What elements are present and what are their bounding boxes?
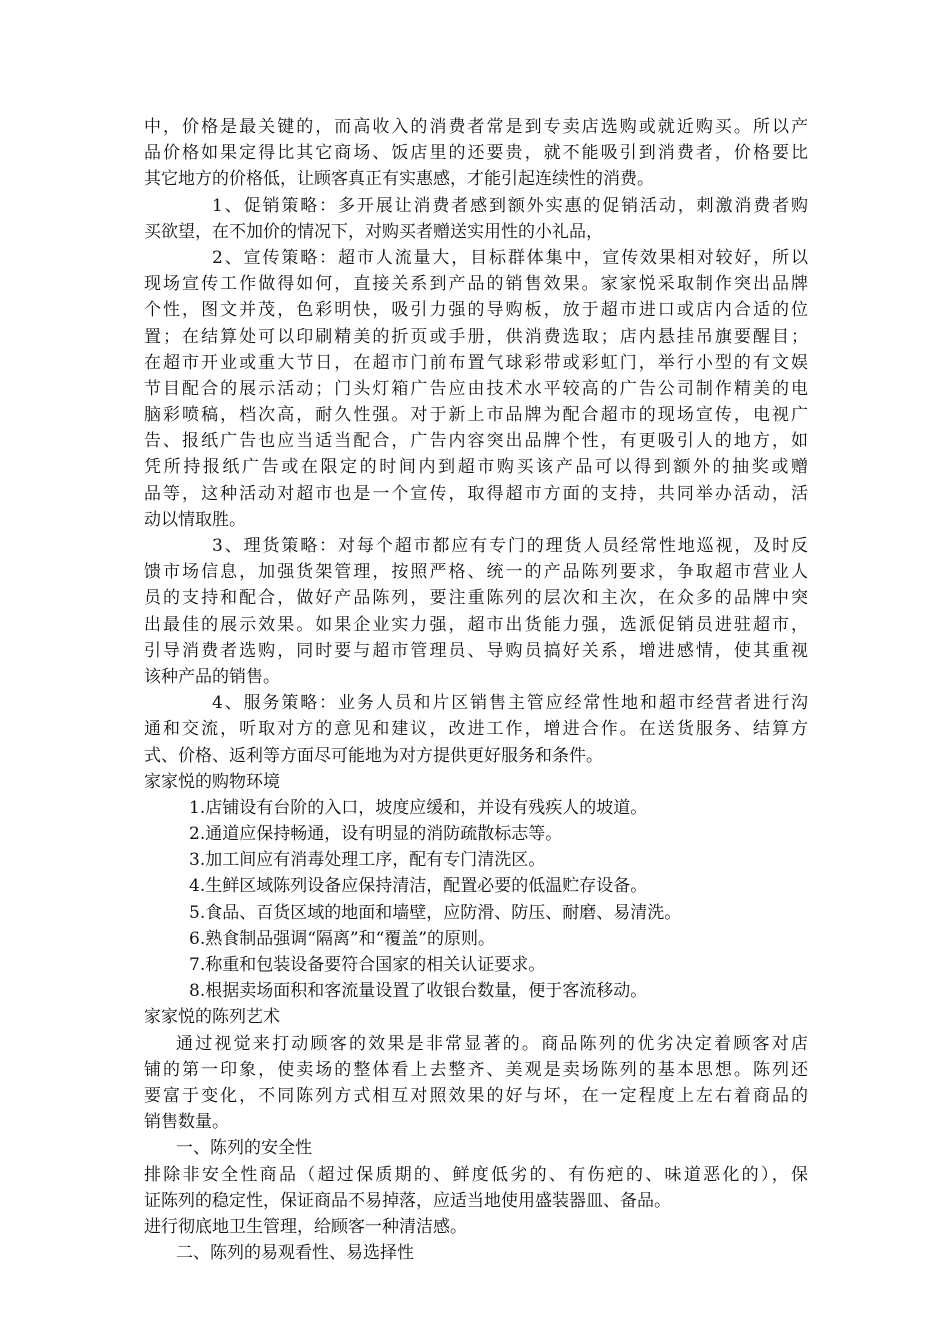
- text-line: 2、宣传策略：超市人流量大，目标群体集中，宣传效果相对较好，所以: [212, 247, 808, 268]
- text-line: 6.熟食制品强调“隔离”和“覆盖”的原则。: [189, 928, 495, 949]
- text-line: 通过视觉来打动顾客的效果是非常显著的。商品陈列的优劣决定着顾客对店: [176, 1033, 808, 1054]
- text-line: 3、理货策略：对每个超市都应有专门的理货人员经常性地巡视，及时反: [212, 536, 808, 556]
- text-line: 进行彻底地卫生管理，给顾客一种清洁感。: [144, 1216, 467, 1237]
- text-line: 家家悦的购物环境: [144, 771, 280, 792]
- text-line: 8.根据卖场面积和客流量设置了收银台数量，便于客流移动。: [189, 981, 648, 1002]
- text-line: 1、促销策略：多开展让消费者感到额外实惠的促销活动，刺激消费者购: [212, 195, 808, 216]
- text-line: 一、陈列的安全性: [176, 1138, 312, 1159]
- text-line: 1.店铺设有台阶的入口，坡度应缓和，并设有残疾人的坡道。: [189, 797, 648, 818]
- text-line: 引导消费者选购，同时要与超市管理员、导购员搞好关系，增进感情，使其重视: [144, 640, 808, 661]
- text-line: 证陈列的稳定性，保证商品不易掉落，应适当地使用盛装器皿、备品。: [144, 1190, 671, 1211]
- text-line: 4.生鲜区域陈列设备应保持清洁，配置必要的低温贮存设备。: [189, 876, 648, 897]
- text-line: 二、陈列的易观看性、易选择性: [176, 1243, 414, 1264]
- text-line: 馈市场信息，加强货架管理，按照严格、统一的产品陈列要求，争取超市营业人: [144, 562, 808, 583]
- text-line: 3.加工间应有消毒处理工序，配有专门清洗区。: [189, 850, 546, 871]
- text-line: 品价格如果定得比其它商场、饭店里的还要贵，就不能吸引到消费者，价格要比: [144, 143, 808, 164]
- document-body: [144, 114, 808, 1266]
- text-line: 通和交流，听取对方的意见和建议，改进工作，增进合作。在送货服务、结算方: [144, 719, 808, 740]
- text-line: 式、价格、返利等方面尽可能地为对方提供更好服务和条件。: [144, 745, 603, 766]
- text-line: 节目配合的展示活动；门头灯箱广告应由技术水平较高的广告公司制作精美的电: [144, 378, 808, 399]
- text-line: 7.称重和包装设备要符合国家的相关认证要求。: [189, 955, 546, 975]
- text-line: 置；在结算处可以印刷精美的折页或手册，供消费选取；店内悬挂吊旗要醒目；: [144, 326, 808, 347]
- text-line: 品等，这种活动对超市也是一个宣传，取得超市方面的支持，共同举办活动，活: [144, 483, 808, 504]
- text-line: 凭所持报纸广告或在限定的时间内到超市购买该产品可以得到额外的抽奖或赠: [144, 457, 808, 478]
- text-line: 脑彩喷稿，档次高，耐久性强。对于新上市品牌为配合超市的现场宣传，电视广: [144, 405, 808, 426]
- text-line: 要富于变化，不同陈列方式相互对照效果的好与坏，在一定程度上左右着商品的: [144, 1085, 808, 1106]
- text-line: 2.通道应保持畅通，设有明显的消防疏散标志等。: [189, 824, 563, 845]
- text-line: 在超市开业或重大节日，在超市门前布置气球彩带或彩虹门，举行小型的有文娱: [144, 352, 808, 373]
- text-line: 告、报纸广告也应当适当配合，广告内容突出品牌个性，有更吸引人的地方，如: [144, 431, 808, 452]
- text-line: 5.食品、百货区域的地面和墙壁，应防滑、防压、耐磨、易清洗。: [189, 902, 682, 923]
- text-line: 排除非安全性商品（超过保质期的、鲜度低劣的、有伤疤的、味道恶化的），保: [144, 1164, 808, 1185]
- text-line: 其它地方的价格低，让顾客真正有实惠感，才能引起连续性的消费。: [144, 169, 654, 190]
- text-line: 买欲望，在不加价的情况下，对购买者赠送实用性的小礼品，: [144, 221, 603, 242]
- text-line: 员的支持和配合，做好产品陈列，要注重陈列的层次和主次，在众多的品牌中突: [144, 588, 808, 609]
- text-line: 现场宣传工作做得如何，直接关系到产品的销售效果。家家悦采取制作突出品牌: [144, 274, 808, 295]
- text-line: 4、服务策略：业务人员和片区销售主管应经常性地和超市经营者进行沟: [212, 693, 808, 714]
- text-line: 家家悦的陈列艺术: [144, 1007, 280, 1028]
- text-line: 出最佳的展示效果。如果企业实力强，超市出货能力强，选派促销员进驻超市，: [144, 614, 808, 635]
- text-line: 销售数量。: [144, 1112, 229, 1133]
- text-line: 个性，图文并茂，色彩明快，吸引力强的导购板，放于超市进口或店内合适的位: [144, 300, 808, 321]
- text-line: 铺的第一印象，使卖场的整体看上去整齐、美观是卖场陈列的基本思想。陈列还: [144, 1059, 808, 1080]
- text-line: 该种产品的销售。: [144, 666, 280, 687]
- text-line: 动以情取胜。: [144, 509, 246, 530]
- text-line: 中，价格是最关键的，而高收入的消费者常是到专卖店选购或就近购买。所以产: [144, 117, 808, 137]
